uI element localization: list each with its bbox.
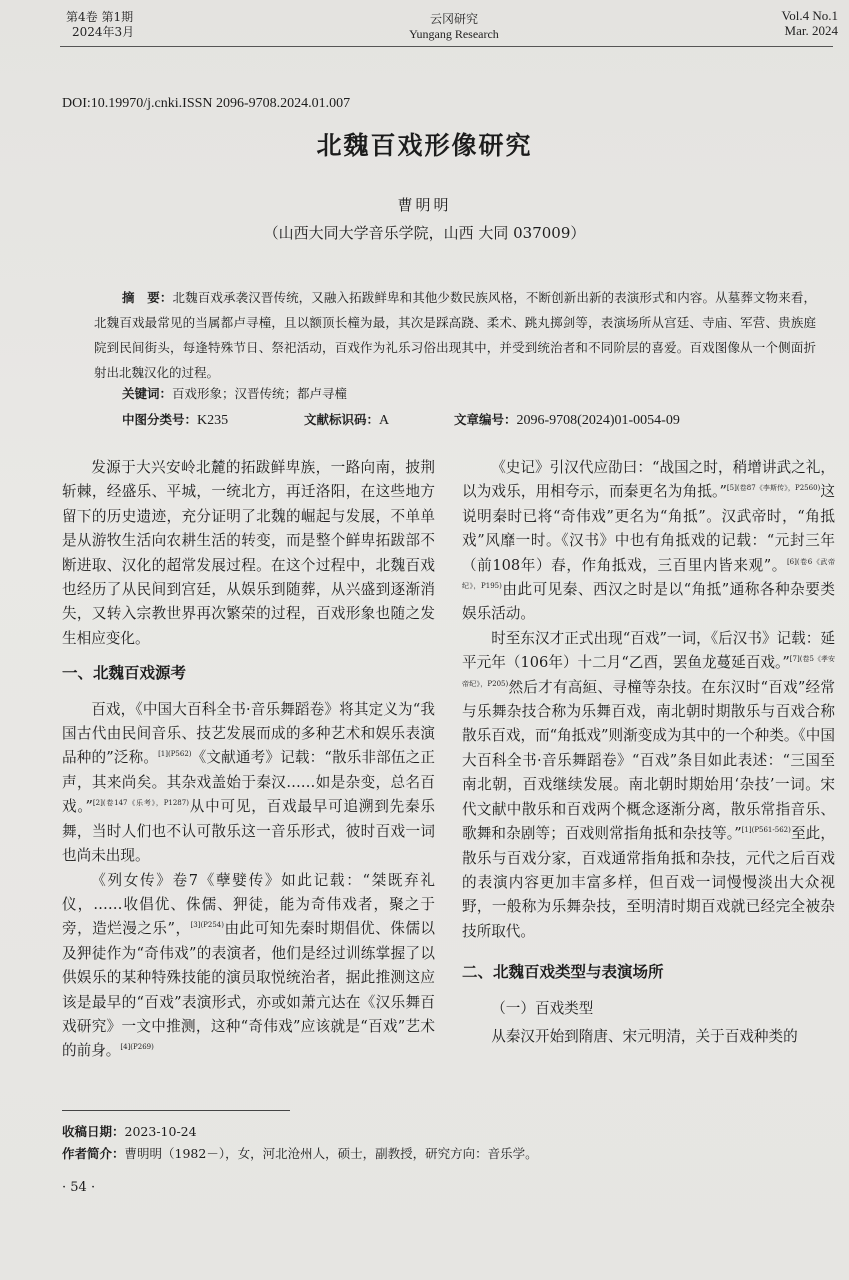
- citation: [7](卷5《孝安帝纪》，P205): [462, 655, 835, 688]
- received-value: 2023-10-24: [124, 1124, 197, 1139]
- citation: [5](卷87《李斯传》，P2560): [726, 484, 821, 493]
- paragraph-text: 由此可见秦、西汉之时是以“角抵”通称各种杂要类娱乐活动。: [462, 581, 835, 623]
- doc-value: A: [379, 413, 390, 428]
- bio-label: 作者简介：: [62, 1146, 125, 1161]
- section-heading-2: 二、北魏百戏类型与表演场所: [462, 963, 664, 982]
- affiliation: （山西大同大学音乐学院，山西 大同 037009）: [263, 224, 586, 242]
- citation: [6](卷6《武帝纪》，P195): [462, 557, 835, 591]
- header-left: [66, 10, 134, 40]
- paragraph: [462, 456, 835, 627]
- paragraph-text: 《列女传》卷7《孽嬖传》如此记载：“桀既弃礼仪，……收倡优、侏儒、狎徒，能为奇伟戏者，聚之于旁，造烂漫之乐”，: [62, 871, 435, 938]
- paragraph-text: 发源于大兴安岭北麓的拓跋鲜卑族，一路向南，披荆斩棘，经盛乐、平城，一统北方，再迁洛阳，在这些地方留下的历史遗迹，充分证明了北魏的崛起与发展，不单单是从游牧生活向农耕生活的转变，而是整个鲜卑拓跋部不断进取、汉化的超常发展过程。在这个过程中，北魏百戏也经历了从民间到宫廷，从娱乐到随葬，从兴盛到逐渐消失，又转入宗教世界再次繁荣的过程，百戏形象也随之发生相应变化。: [62, 459, 435, 647]
- doi: DOI:10.19970/j.cnki.ISSN 2096-9708.2024.01.007: [62, 96, 351, 111]
- clc-number: [122, 410, 228, 429]
- paragraph-text: 《文献通考》记载：“散乐非部伍之正声，其来尚矣。其杂戏盖始于秦汉……如是杂变，总名百戏。”: [62, 749, 435, 816]
- bio-value: 曹明明（1982－），女，河北沧州人，硕士，副教授，研究方向：音乐学。: [124, 1146, 538, 1161]
- art-value: 2096-9708(2024)01-0054-09: [516, 413, 680, 428]
- header-rule: [60, 46, 833, 47]
- left-column: [62, 456, 435, 1064]
- document-code: [304, 410, 389, 429]
- header-volume: 第4卷 第1期: [66, 10, 134, 24]
- paragraph: [62, 869, 435, 1064]
- received-label: 收稿日期：: [62, 1124, 125, 1139]
- citation: [3](P254): [190, 921, 224, 930]
- paragraph-text: 从中可见，百戏最早可追溯到先秦乐舞，当时人们也不认可散乐这一音乐形式，彼时百戏一词也尚未出现。: [62, 798, 435, 865]
- paragraph-text: 然后才有高絙、寻橦等杂技。在东汉时“百戏”经常与乐舞杂技合称为乐舞百戏，南北朝时期散乐与百戏合称散乐百戏，而“角抵戏”则渐变成为其中的一个种类。《中国大百科全书·音乐舞蹈卷》“百戏”条目如此表述：“三国至南北朝，百戏继续发展。南北朝时期始用‘杂技’一词。宋代文献中散乐和百戏两个概念逐渐分离，散乐常指音乐、歌舞和杂剧等；百戏则常指角抵和杂技等。”: [462, 678, 835, 843]
- header-right: [748, 8, 838, 38]
- header-date: 2024年3月: [72, 25, 135, 39]
- section-heading-1: 一、北魏百戏源考: [62, 664, 187, 683]
- subsection-heading: （一）百戏类型: [491, 999, 594, 1017]
- citation: [1](P561-562): [741, 826, 791, 835]
- header-journal-en: Yungang Research: [409, 27, 499, 41]
- abstract: [94, 285, 816, 385]
- header-date-en: Mar. 2024: [784, 23, 838, 38]
- article-number: [454, 410, 680, 429]
- page-number: · 54 ·: [62, 1180, 96, 1195]
- right-column: [462, 456, 835, 1049]
- paragraph-text: 由此可知先秦时期倡优、侏儒以及狎徒作为“奇伟戏”的表演者，他们是经过训练掌握了以供娱乐的某种特殊技能的演员取悦统治者，据此推测这应该是最早的“百戏”表演形式，亦或如萧亢达在《汉乐舞百戏研究》一文中推测，这种“奇伟戏”应该就是“百戏”艺术的前身。: [62, 920, 435, 1060]
- header-volume-en: Vol.4 No.1: [781, 8, 838, 23]
- citation: [1](P562): [158, 750, 192, 759]
- paragraph-text: 时至东汉才正式出现“百戏”一词，《后汉书》记载：延平元年（106年）十二月“乙酉，罢鱼龙蔓延百戏。”: [462, 629, 835, 672]
- keywords: [122, 384, 347, 402]
- paragraph-text: 这说明秦时已将“奇伟戏”更名为“角抵”。汉武帝时，“角抵戏”风靡一时。《汉书》中也有角抵戏的记载：“元封三年（前108年）春，作角抵戏，三百里内皆来观”。: [462, 483, 835, 574]
- keywords-text: 百戏形象；汉晋传统；都卢寻橦: [172, 386, 348, 401]
- art-label: 文章编号：: [454, 412, 517, 427]
- abstract-label: 摘 要：: [122, 290, 173, 305]
- clc-value: K235: [197, 413, 229, 428]
- abstract-text: 北魏百戏承袭汉晋传统，又融入拓跋鲜卑和其他少数民族风格，不断创新出新的表演形式和内容。从墓葬文物来看，北魏百戏最常见的当属都卢寻橦，且以额顶长橦为最，其次是踩高跷、柔术、跳丸掷剑等，表演场所从宫廷、寺庙、军营、贵族庭院到民间街头，每逢特殊节日、祭祀活动，百戏作为礼乐习俗出现其中，并受到统治者和不同阶层的喜爱。百戏图像从一个侧面折射出北魏汉化的过程。: [94, 290, 816, 380]
- clc-label: 中图分类号：: [122, 412, 198, 427]
- header-center: [374, 12, 534, 42]
- paragraph-text: 从秦汉开始到隋唐、宋元明清，关于百戏种类的: [491, 1027, 798, 1045]
- footnote-rule: [62, 1110, 290, 1111]
- paragraph: [462, 1025, 835, 1049]
- header-journal-cn: 云冈研究: [429, 12, 478, 26]
- paragraph-text: 《史记》引汉代应劭曰：“战国之时，稍增讲武之礼，以为戏乐，用相夸示，而秦更名为角抵。”: [462, 459, 835, 501]
- paragraph: [62, 456, 435, 651]
- paragraph: [62, 698, 435, 869]
- author: 曹明明: [397, 196, 452, 214]
- citation: [4](P269): [120, 1043, 154, 1052]
- paragraph-text: 至此，散乐与百戏分家，百戏通常指角抵和杂技，元代之后百戏的表演内容更加丰富多样，但百戏一词慢慢淡出大众视野，一般称为乐舞杂技，至明清时期百戏就已经完全被杂技所取代。: [462, 825, 835, 940]
- paragraph-text: 百戏，《中国大百科全书·音乐舞蹈卷》将其定义为“我国古代由民间音乐、技艺发展而成的多种艺术和娱乐表演品种的”泛称。: [62, 700, 435, 767]
- keywords-label: 关键词：: [122, 386, 173, 401]
- received-date: [62, 1124, 197, 1140]
- author-bio: [62, 1146, 538, 1162]
- paragraph: [462, 627, 835, 944]
- article-title: 北魏百戏形像研究: [316, 131, 533, 160]
- doc-label: 文献标识码：: [304, 412, 380, 427]
- citation: [2](卷147《乐考》，P1287): [92, 799, 189, 808]
